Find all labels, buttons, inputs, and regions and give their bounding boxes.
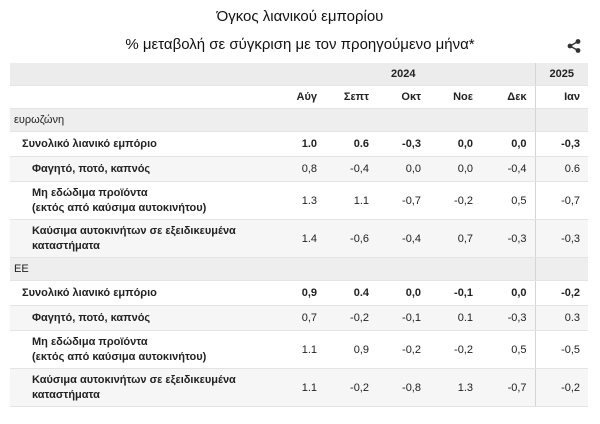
- cell-value: -0,3: [481, 220, 535, 258]
- month-header: Οκτ: [377, 86, 429, 109]
- cell-value: -0,6: [325, 220, 377, 258]
- table-row: [10, 306, 588, 331]
- cell-value: -0,8: [377, 369, 429, 407]
- cell-value: -0,1: [429, 281, 481, 306]
- cell-value: 1.3: [429, 369, 481, 407]
- row-label-line2: (εκτός από καύσιμα αυτοκινήτου): [32, 350, 207, 363]
- cell-value: 1.1: [272, 369, 325, 407]
- table-row: [10, 331, 588, 369]
- table-row: [10, 281, 588, 306]
- month-header: Ιαν: [535, 86, 588, 109]
- cell-value: 0,0: [481, 132, 535, 157]
- row-label: [10, 220, 272, 258]
- group-name: ΕΕ: [10, 258, 272, 281]
- year-header-row: [10, 63, 588, 86]
- corner-cell: [10, 63, 272, 86]
- cell-value: -0,7: [535, 182, 588, 220]
- cell-value: 1.4: [272, 220, 325, 258]
- row-label-line2: καταστήματα: [32, 239, 100, 252]
- row-label-line1: Καύσιμα αυτοκινήτων σε εξειδικευμένα: [32, 373, 236, 386]
- row-label: [10, 182, 272, 220]
- cell-value: -0,2: [429, 331, 481, 369]
- share-icon[interactable]: [566, 38, 582, 54]
- cell-value: -0,3: [535, 132, 588, 157]
- row-label: Συνολικό λιανικό εμπόριο: [10, 132, 272, 157]
- group-header-row: [10, 109, 588, 132]
- table-row: [10, 157, 588, 182]
- cell-value: 0,7: [429, 220, 481, 258]
- cell-value: 0,9: [272, 281, 325, 306]
- cell-value: -0,2: [377, 331, 429, 369]
- retail-trade-table: [10, 63, 588, 407]
- cell-value: 0,9: [325, 331, 377, 369]
- cell-value: 0,5: [481, 182, 535, 220]
- cell-value: 1.0: [272, 132, 325, 157]
- row-label-line2: καταστήματα: [32, 388, 100, 401]
- cell-value: 0,0: [429, 132, 481, 157]
- cell-value: -0,2: [535, 281, 588, 306]
- row-label-line1: Καύσιμα αυτοκινήτων σε εξειδικευμένα: [32, 224, 236, 237]
- cell-value: 0.1: [429, 306, 481, 331]
- row-label: Φαγητό, ποτό, καπνός: [10, 157, 272, 182]
- cell-value: -0,5: [535, 331, 588, 369]
- cell-value: -0,2: [429, 182, 481, 220]
- month-header: Νοε: [429, 86, 481, 109]
- month-header: Σεπτ: [325, 86, 377, 109]
- cell-value: -0,3: [481, 306, 535, 331]
- chart-subtitle: % μεταβολή σε σύγκριση με τον προηγούμενο μήνα*: [125, 36, 475, 53]
- chart-title: Όγκος λιανικού εμπορίου: [216, 8, 384, 25]
- table-row: [10, 182, 588, 220]
- year-2025-header: 2025: [535, 63, 588, 86]
- cell-value: -0,3: [535, 220, 588, 258]
- row-label: [10, 331, 272, 369]
- row-label-line1: Μη εδώδιμα προϊόντα: [32, 186, 148, 199]
- group-header-row: [10, 258, 588, 281]
- cell-value: -0,2: [325, 369, 377, 407]
- corner-cell: [10, 86, 272, 109]
- cell-value: 1.1: [325, 182, 377, 220]
- cell-value: -0,4: [377, 220, 429, 258]
- cell-value: -0,3: [377, 132, 429, 157]
- month-header-row: [10, 86, 588, 109]
- cell-value: 0.4: [325, 281, 377, 306]
- row-label: Φαγητό, ποτό, καπνός: [10, 306, 272, 331]
- cell-value: -0,4: [325, 157, 377, 182]
- table-row: [10, 132, 588, 157]
- cell-value: 0,0: [481, 281, 535, 306]
- cell-value: 0.6: [325, 132, 377, 157]
- cell-value: 0,7: [272, 306, 325, 331]
- cell-value: -0,1: [377, 306, 429, 331]
- table-row: [10, 220, 588, 258]
- row-label-line1: Μη εδώδιμα προϊόντα: [32, 335, 148, 348]
- cell-value: 1.3: [272, 182, 325, 220]
- month-header: Αύγ: [272, 86, 325, 109]
- month-header: Δεκ: [481, 86, 535, 109]
- row-label: Συνολικό λιανικό εμπόριο: [10, 281, 272, 306]
- cell-value: -0,4: [481, 157, 535, 182]
- year-2024-header: 2024: [272, 63, 535, 86]
- cell-value: 1.1: [272, 331, 325, 369]
- cell-value: -0,7: [481, 369, 535, 407]
- cell-value: 0,0: [377, 157, 429, 182]
- group-name: ευρωζώνη: [10, 109, 272, 132]
- cell-value: 0,0: [377, 281, 429, 306]
- table-row: [10, 369, 588, 407]
- cell-value: -0,2: [535, 369, 588, 407]
- row-label-line2: (εκτός από καύσιμα αυτοκινήτου): [32, 201, 207, 214]
- cell-value: 0.3: [535, 306, 588, 331]
- cell-value: 0.6: [535, 157, 588, 182]
- cell-value: 0,0: [429, 157, 481, 182]
- cell-value: -0,2: [325, 306, 377, 331]
- row-label: [10, 369, 272, 407]
- cell-value: -0,7: [377, 182, 429, 220]
- cell-value: 0,5: [481, 331, 535, 369]
- cell-value: 0,8: [272, 157, 325, 182]
